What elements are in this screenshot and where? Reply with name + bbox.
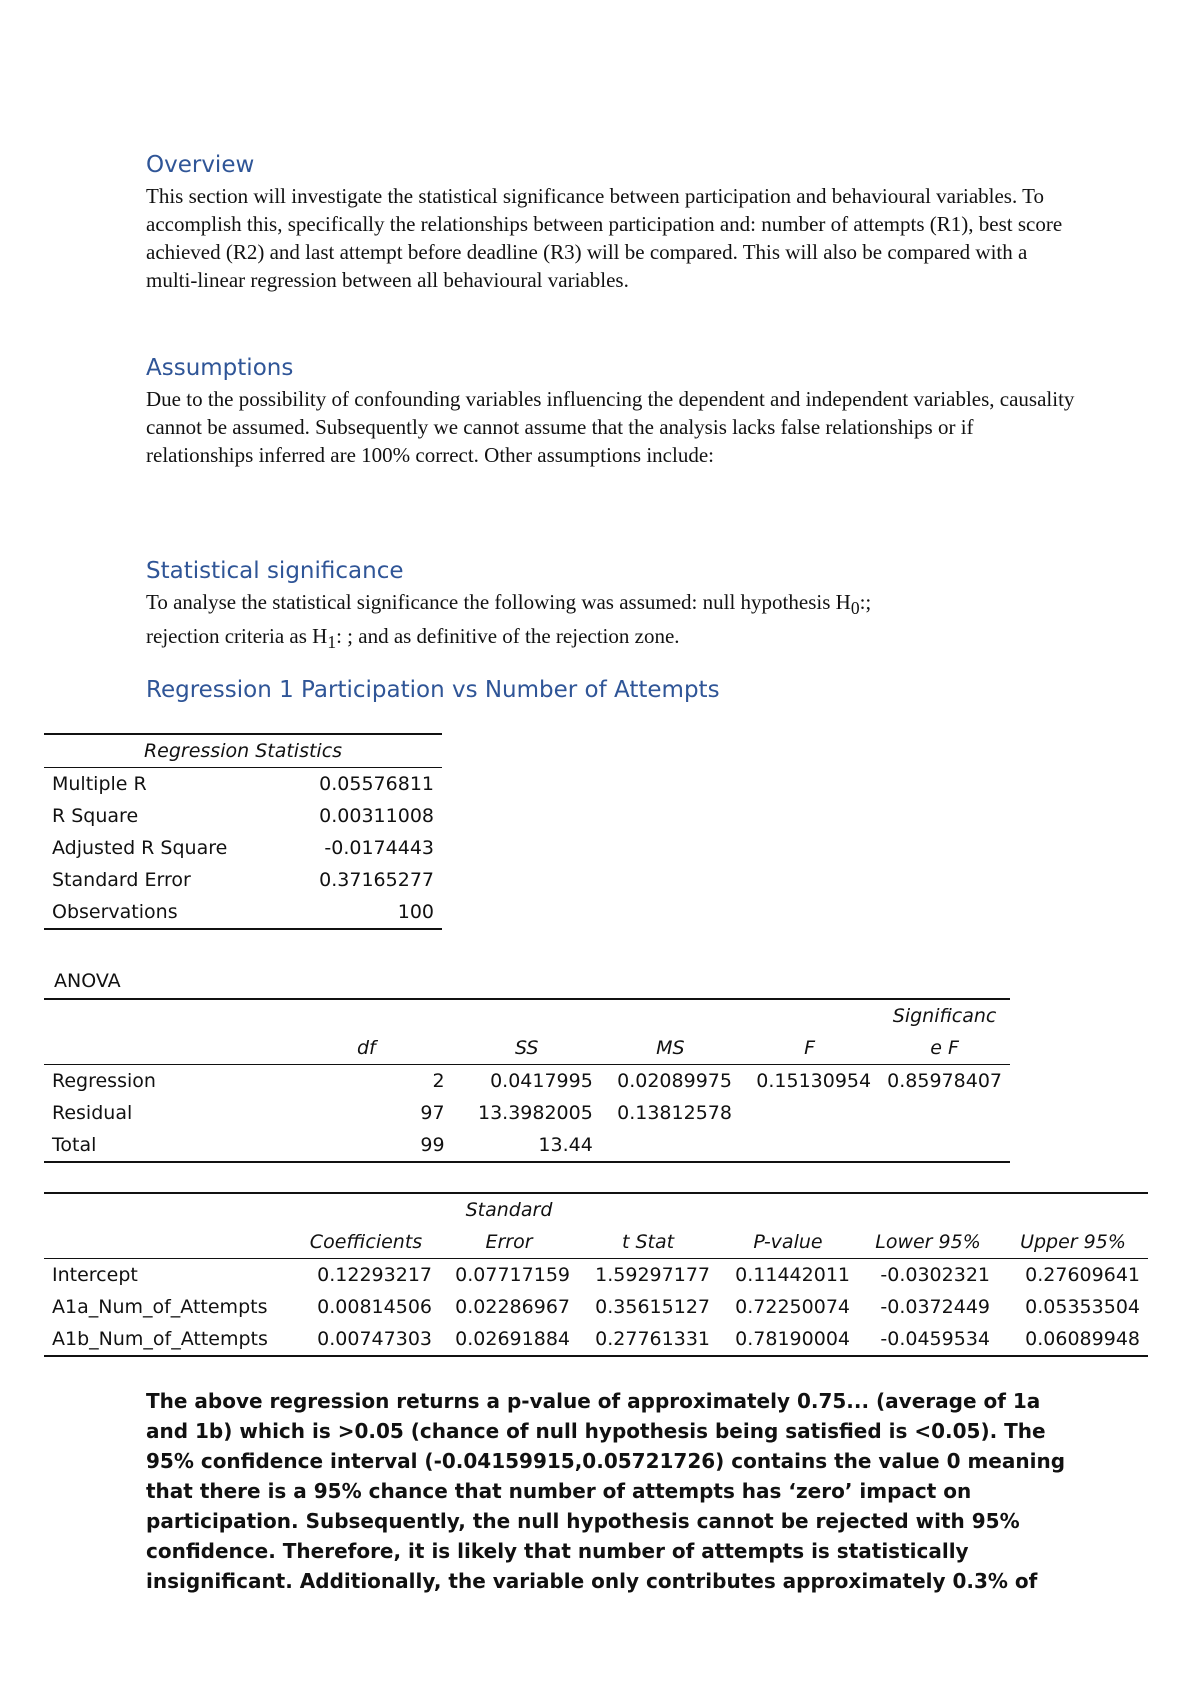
stat-label: Multiple R xyxy=(52,773,147,795)
coef-upper95: 0.06089948 xyxy=(1025,1328,1140,1350)
assumptions-heading: Assumptions xyxy=(146,355,294,381)
anova-sig xyxy=(879,1097,1010,1129)
anova-ms xyxy=(601,1129,740,1162)
stat-label: Standard Error xyxy=(52,869,191,891)
anova-ss: 13.44 xyxy=(538,1134,593,1156)
h1-subscript: 1 xyxy=(327,632,337,653)
coef-value: 0.00747303 xyxy=(317,1328,432,1350)
coef-pvalue: 0.78190004 xyxy=(735,1328,850,1350)
significance-text-b: :; xyxy=(859,590,872,614)
coef-header-pvalue: P-value xyxy=(753,1231,823,1253)
anova-header-df: df xyxy=(356,1037,376,1059)
coef-upper95: 0.27609641 xyxy=(1025,1264,1140,1286)
coef-row-label: A1a_Num_of_Attempts xyxy=(52,1296,268,1318)
coef-se: 0.02691884 xyxy=(455,1328,570,1350)
coef-header-coefficients: Coefficients xyxy=(309,1231,423,1253)
anova-header-ss: SS xyxy=(514,1037,539,1059)
anova-f xyxy=(740,1129,879,1162)
coef-header-se-part1: Standard xyxy=(465,1199,553,1221)
table-row xyxy=(44,768,442,801)
regression1-heading: Regression 1 Participation vs Number of Attempts xyxy=(146,677,720,703)
coef-header-tstat: t Stat xyxy=(621,1231,675,1253)
anova-title: ANOVA xyxy=(54,970,121,992)
table-row xyxy=(44,832,442,864)
significance-heading: Statistical significance xyxy=(146,558,404,584)
coef-header-se-part2: Error xyxy=(485,1231,533,1253)
overview-text: This section will investigate the statistical significance between participation and behavioural variables. To accomplish this, specifically the relationships between participation and: number of attempts (R1), best score achieved (R2) and last attempt before deadline (R3) will be compared. This will also be compared with a multi-linear regression between all behavioural variables. xyxy=(146,184,1063,292)
anova-table xyxy=(44,998,1010,1163)
significance-text-a: To analyse the statistical significance the following was assumed: null hypothesis H xyxy=(146,590,851,614)
stat-value: 0.37165277 xyxy=(319,869,434,891)
regression1-summary: The above regression returns a p-value of approximately 0.75... (average of 1a and 1b) which is >0.05 (chance of null hypothesis being satisfied is <0.05). The 95% confidence interval (-0.04159915,0.05721726) contains the value 0 meaning that there is a 95% chance that number of attempts has ‘zero’ impact on participation. Subsequently, the null hypothesis cannot be rejected with 95% confidence. Therefore, it is likely that number of attempts is statistically insignificant. Additionally, the variable only contributes approximately 0.3% of xyxy=(146,1389,1066,1593)
regression-statistics-table xyxy=(44,733,442,930)
regression-statistics-title: Regression Statistics xyxy=(143,740,343,762)
coef-header-upper95: Upper 95% xyxy=(1020,1231,1126,1253)
overview-heading: Overview xyxy=(146,152,255,178)
anova-ms: 0.13812578 xyxy=(617,1102,732,1124)
coef-upper95: 0.05353504 xyxy=(1025,1296,1140,1318)
anova-f xyxy=(740,1097,879,1129)
table-row xyxy=(44,1129,1010,1162)
anova-sig xyxy=(879,1129,1010,1162)
coef-header-lower95: Lower 95% xyxy=(875,1231,981,1253)
table-row xyxy=(44,1097,1010,1129)
significance-text xyxy=(146,588,1076,656)
anova-df: 2 xyxy=(432,1070,445,1092)
anova-ss: 13.3982005 xyxy=(477,1102,593,1124)
coef-se: 0.07717159 xyxy=(455,1264,570,1286)
anova-row-label: Total xyxy=(52,1134,97,1156)
anova-ss: 0.0417995 xyxy=(490,1070,593,1092)
table-row xyxy=(44,1259,1148,1292)
h0-subscript: 0 xyxy=(850,598,860,619)
coef-pvalue: 0.72250074 xyxy=(735,1296,850,1318)
coef-se: 0.02286967 xyxy=(455,1296,570,1318)
coef-tstat: 0.35615127 xyxy=(595,1296,710,1318)
stat-value: 0.05576811 xyxy=(319,773,434,795)
anova-f: 0.15130954 xyxy=(756,1070,872,1092)
significance-text-c: rejection criteria as H xyxy=(146,624,328,649)
anova-df: 99 xyxy=(420,1134,445,1156)
coef-value: 0.12293217 xyxy=(317,1264,432,1286)
table-row xyxy=(44,1323,1148,1356)
anova-sig: 0.85978407 xyxy=(887,1070,1002,1092)
stat-value: -0.0174443 xyxy=(324,837,434,859)
anova-header-ms: MS xyxy=(656,1037,685,1059)
assumptions-text: Due to the possibility of confounding variables influencing the dependent and independent variables, causality cannot be assumed. Subsequently we cannot assume that the analysis lacks false relationships or if relationships inferred are 100% correct. Other assumptions include: xyxy=(146,387,1075,467)
coef-tstat: 0.27761331 xyxy=(595,1328,710,1350)
anova-header-sig-part2: e F xyxy=(930,1037,959,1059)
stat-value: 0.00311008 xyxy=(319,805,434,827)
table-row xyxy=(44,1065,1010,1098)
coef-lower95: -0.0302321 xyxy=(880,1264,990,1286)
table-row xyxy=(44,864,442,896)
coef-row-label: Intercept xyxy=(52,1264,138,1286)
anova-row-label: Regression xyxy=(52,1070,156,1092)
coef-value: 0.00814506 xyxy=(317,1296,432,1318)
table-row xyxy=(44,800,442,832)
coef-tstat: 1.59297177 xyxy=(595,1264,710,1286)
coef-row-label: A1b_Num_of_Attempts xyxy=(52,1328,268,1350)
table-row xyxy=(44,1291,1148,1323)
anova-ms: 0.02089975 xyxy=(617,1070,732,1092)
anova-header-sig-part1: Significanc xyxy=(892,1005,997,1027)
coefficients-table xyxy=(44,1192,1148,1357)
stat-label: Adjusted R Square xyxy=(52,837,228,859)
stat-value: 100 xyxy=(397,901,434,923)
coef-lower95: -0.0459534 xyxy=(880,1328,990,1350)
stat-label: Observations xyxy=(52,901,178,923)
table-row xyxy=(44,896,442,929)
stat-label: R Square xyxy=(52,805,139,827)
coef-pvalue: 0.11442011 xyxy=(735,1264,850,1286)
anova-row-label: Residual xyxy=(52,1102,133,1124)
anova-df: 97 xyxy=(420,1102,445,1124)
coef-lower95: -0.0372449 xyxy=(880,1296,990,1318)
anova-header-f: F xyxy=(804,1037,815,1059)
significance-text-d: : ; and as definitive of the rejection zone. xyxy=(336,624,680,649)
